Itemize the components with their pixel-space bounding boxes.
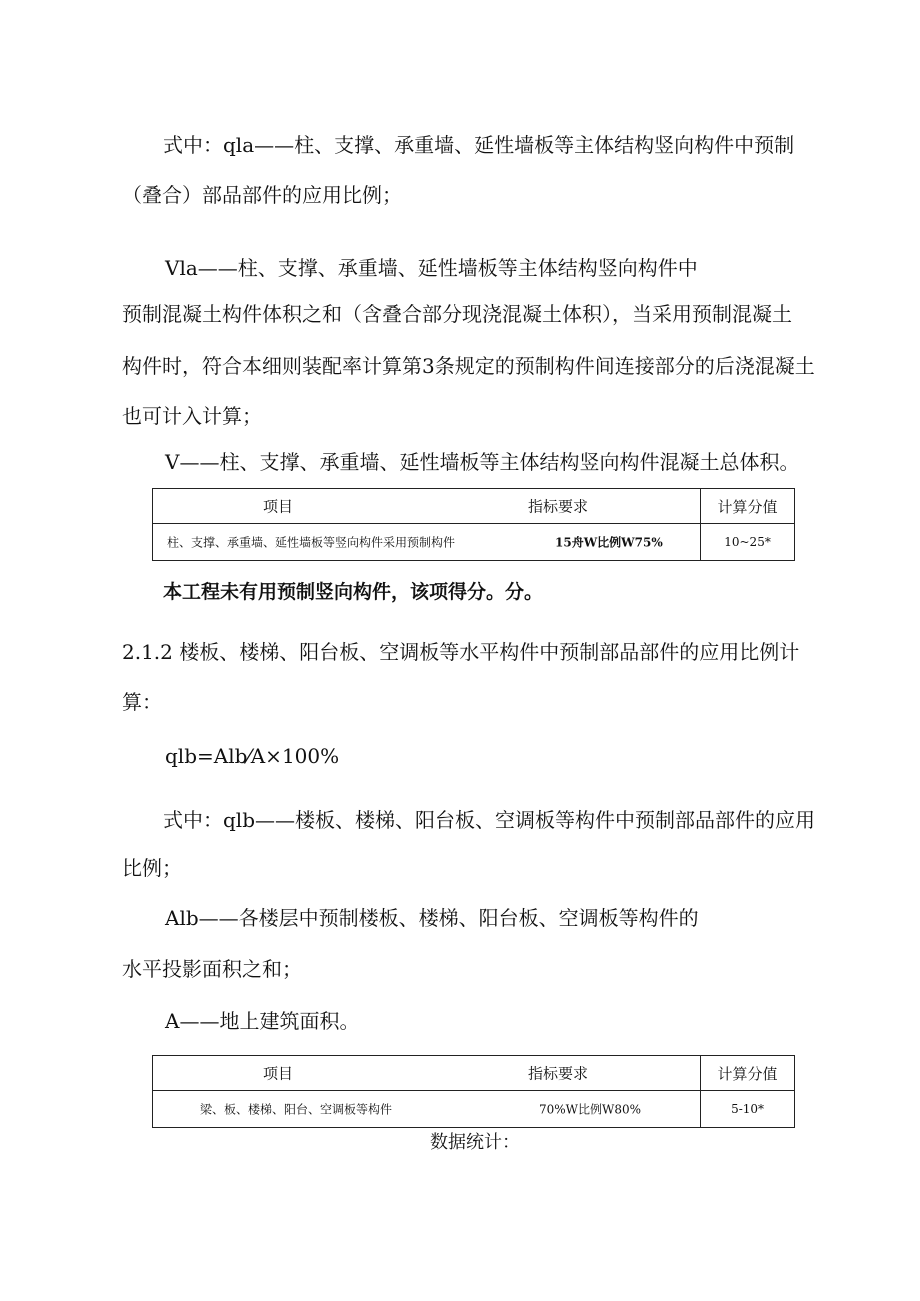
row-item: 梁、板、楼梯、阳台、空调板等构件 (200, 1102, 393, 1117)
row-item: 柱、支撑、承重墙、延性墙板等竖向构件采用预制构件 (167, 535, 456, 550)
table-vertical-components (152, 488, 795, 561)
table-row (153, 524, 795, 561)
para6: A——地上建筑面积。 (165, 1009, 360, 1033)
para2-line2: 预制混凝土构件体积之和（含叠合部分现浇混凝土体积），当采用预制混凝土 (122, 302, 792, 326)
para1-line1: 式中：qla——柱、支撑、承重墙、延性墙板等主体结构竖向构件中预制 (163, 133, 795, 157)
table-horizontal-components (152, 1055, 795, 1128)
footer-data-statistics: 数据统计： (430, 1132, 520, 1153)
section-2-1-2-line1: 2.1.2 楼板、楼梯、阳台板、空调板等水平构件中预制部品部件的应用比例计 (122, 640, 800, 664)
para1-line2: （叠合）部品部件的应用比例； (122, 183, 402, 207)
para3: V——柱、支撑、承重墙、延性墙板等主体结构竖向构件混凝土总体积。 (165, 450, 800, 474)
header-cell-item-requirement (153, 489, 701, 524)
note-no-vertical-components: 本工程未有用预制竖向构件，该项得分。分。 (163, 581, 544, 603)
para5-line1: Alb——各楼层中预制楼板、楼梯、阳台板、空调板等构件的 (165, 906, 699, 930)
section-2-1-2-line2: 算： (122, 690, 162, 714)
formula: qlb=Alb⁄A×100% (165, 744, 340, 768)
para2-line3: 构件时，符合本细则装配率计算第3条规定的预制构件间连接部分的后浇混凝土 (122, 354, 815, 378)
header-requirement: 指标要求 (528, 497, 589, 516)
row-score: 10~25* (701, 524, 795, 561)
row-cell-item-requirement (153, 1091, 701, 1128)
row-requirement: 15舟W比例W75% (555, 535, 663, 550)
table-row (153, 1091, 795, 1128)
para2-line4: 也可计入计算； (122, 404, 262, 428)
table-header-row (153, 1056, 795, 1091)
table-header-row (153, 489, 795, 524)
header-item: 项目 (263, 497, 294, 516)
header-item: 项目 (263, 1064, 294, 1083)
para2-line1: Vla——柱、支撑、承重墙、延性墙板等主体结构竖向构件中 (165, 256, 698, 280)
para4-line2: 比例； (122, 856, 182, 880)
row-requirement: 70%W比例W80% (539, 1102, 642, 1117)
para4-line1: 式中：qlb——楼板、楼梯、阳台板、空调板等构件中预制部品部件的应用 (163, 808, 816, 832)
header-requirement: 指标要求 (528, 1064, 589, 1083)
header-score: 计算分值 (701, 489, 795, 524)
row-score: 5-10* (701, 1091, 795, 1128)
row-cell-item-requirement (153, 524, 701, 561)
header-score: 计算分值 (701, 1056, 795, 1091)
header-cell-item-requirement (153, 1056, 701, 1091)
para5-line2: 水平投影面积之和； (122, 957, 302, 981)
